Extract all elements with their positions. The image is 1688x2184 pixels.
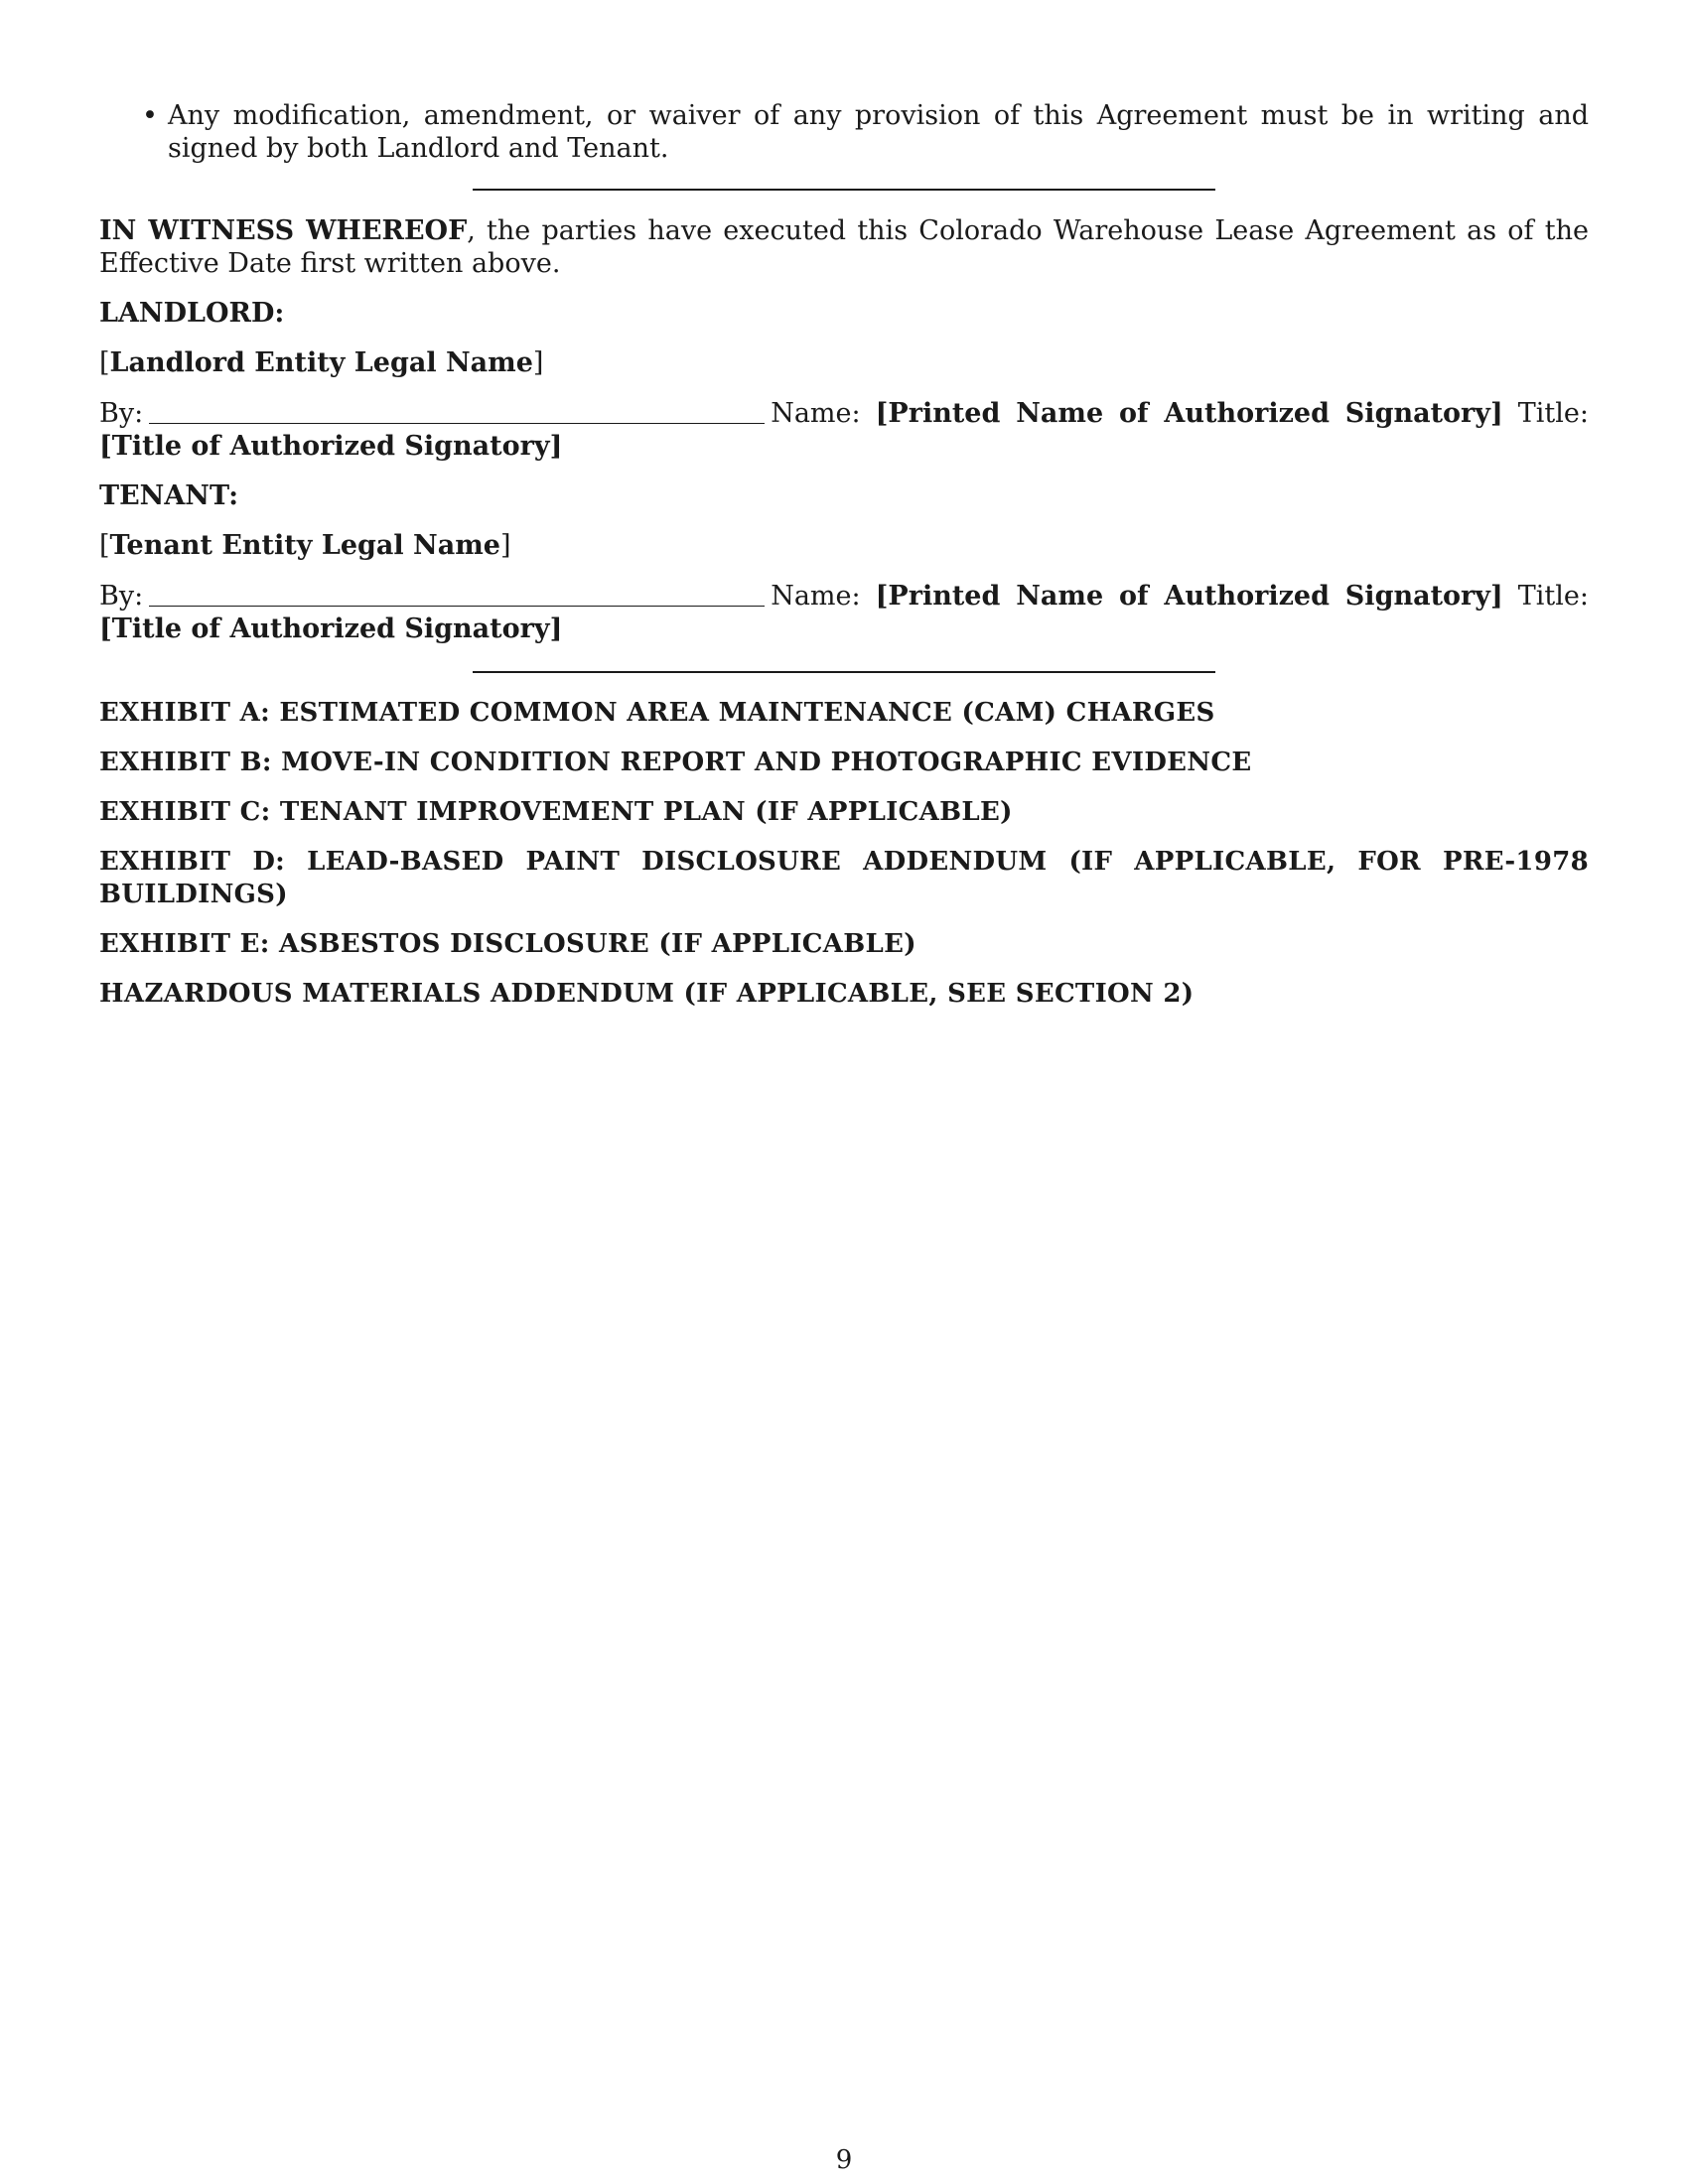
exhibit-e-heading: EXHIBIT E: ASBESTOS DISCLOSURE (IF APPLICABLE) <box>99 929 916 959</box>
tenant-entity-name: [Tenant Entity Legal Name] <box>99 530 511 561</box>
exhibit-c-heading: EXHIBIT C: TENANT IMPROVEMENT PLAN (IF APPLICABLE) <box>99 797 1013 827</box>
tenant-label: TENANT: <box>99 480 239 511</box>
title-label: Title: <box>1517 398 1589 429</box>
tenant-signature-line: By: Name: [Printed Name of Authorized Signatory] Title: [Title of Authorized Signatory] <box>99 581 1589 644</box>
modification-clause-list-item <box>99 99 1589 165</box>
section-divider <box>473 671 1215 673</box>
document-page <box>99 99 1589 1027</box>
hazardous-materials-addendum-heading: HAZARDOUS MATERIALS ADDENDUM (IF APPLICABLE, SEE SECTION 2) <box>99 979 1195 1009</box>
landlord-signatory-name: Printed Name of Authorized Signatory <box>888 398 1490 429</box>
modification-clause-text: Any modification, amendment, or waiver of any provision of this Agreement must be in writing and signed by both Landlord and Tenant. <box>168 100 1589 164</box>
witness-paragraph <box>99 214 1589 280</box>
exhibit-a-heading: EXHIBIT A: ESTIMATED COMMON AREA MAINTENANCE (CAM) CHARGES <box>99 698 1215 728</box>
landlord-entity-name: [Landlord Entity Legal Name] <box>99 347 544 378</box>
by-label: By: <box>99 398 144 429</box>
witness-lead: IN WITNESS WHEREOF <box>99 215 468 246</box>
tenant-signatory-title: Title of Authorized Signatory <box>111 614 550 644</box>
name-label: Name: <box>771 398 861 429</box>
witness-text: , the parties have executed this Colorado Warehouse Lease Agreement as of the Effective Date first written above. <box>99 215 1589 279</box>
section-divider <box>473 189 1215 191</box>
title-label: Title: <box>1517 581 1589 612</box>
exhibit-d-heading: EXHIBIT D: LEAD-BASED PAINT DISCLOSURE ADDENDUM (IF APPLICABLE, FOR PRE-1978 BUILDINGS) <box>99 847 1589 909</box>
page-number: 9 <box>835 2145 853 2175</box>
by-label: By: <box>99 581 144 612</box>
tenant-signature-field[interactable] <box>149 579 765 607</box>
landlord-signature-field[interactable] <box>149 396 765 424</box>
exhibit-b-heading: EXHIBIT B: MOVE-IN CONDITION REPORT AND PHOTOGRAPHIC EVIDENCE <box>99 748 1252 777</box>
landlord-signature-line: By: Name: [Printed Name of Authorized Signatory] Title: [Title of Authorized Signatory] <box>99 398 1589 462</box>
landlord-label: LANDLORD: <box>99 298 285 329</box>
landlord-signatory-title: Title of Authorized Signatory <box>111 431 550 462</box>
tenant-signatory-name: Printed Name of Authorized Signatory <box>888 581 1490 612</box>
name-label: Name: <box>771 581 861 612</box>
bullet-icon: • <box>142 100 158 131</box>
